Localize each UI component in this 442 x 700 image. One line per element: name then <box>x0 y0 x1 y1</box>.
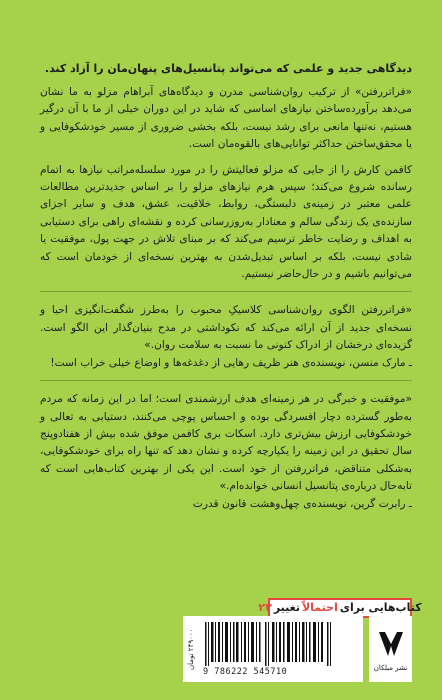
divider <box>40 291 412 292</box>
publisher-logo <box>369 616 412 682</box>
barcode-bars-icon <box>205 622 335 666</box>
series-suffix: تغییر <box>273 601 300 614</box>
intro-paragraph: «فراتررفتن» از ترکیب روان‌شناسی مدرن و دیدگاه‌های آبراهام مزلو به ما نشان می‌دهد برآورده‌ساختن نیازهای اساسی که شاید در این دوران خیلی از ما با آن درگیر هستیم، نه‌تنها مانعی برای رشد نیست، بلکه بخشی ضروری از مسیر خودشکوفایی و یا محقق‌ساختن حداکثر توانایی‌های بالقوه‌مان است. <box>40 86 412 151</box>
price-label: ۲۴۹۰۰۰ تومان <box>187 628 195 670</box>
series-number: ۲۳ <box>258 601 272 614</box>
barcode-digits: 9 786222 545710 <box>203 667 288 677</box>
series-prefix: کتاب‌هایی برای <box>339 601 422 614</box>
publisher-name: نشر میلکان <box>373 664 408 672</box>
body-paragraph: کافمن کارش را از جایی که مزلو فعالیتش را در مورد سلسله‌مراتب نیازها به اتمام رسانده شروع می‌کند؛ سپس هرم نیازهای مزلو را بر اساس جدیدترین مطالعات علمی معتبر در زمینه‌ی دلبستگی، روابط، خلاقیت، عشق، هدف و سایر اجزای سازنده‌ی یک زندگی سالم و معنادار به‌روزرسانی کرده و نقشه‌ای راهی برای دستیابی به اهداف و رضایت خاطر ترسیم می‌کند که بر مبنای تلاش در جهت پول، موفقیت یا شادی نیست، بلکه بر اساس تبدیل‌شدن به بهترین نسخه‌ای از خودمان است که می‌توانیم باشیم و در حال‌حاضر نیستیم. <box>40 163 412 281</box>
publisher-logo-icon <box>376 626 406 662</box>
cover-text <box>40 60 412 513</box>
headline: دیدگاهی جدید و علمی که می‌تواند پتانسیل‌های پنهان‌مان را آزاد کند. <box>44 62 412 75</box>
barcode <box>183 616 363 682</box>
series-accent: احتمالاً <box>301 601 338 614</box>
quote-greene: «موفقیت و خبرگی در هر زمینه‌ای هدف ارزشمندی است؛ اما در این زمانه که مردم به‌طور گسترده دچار افسردگی بوده و احساس پوچی می‌کنند، دستیابی به تعالی و خودشکوفایی ارزش بیش‌تری دارد. اسکات بری کافمن موفق شده بیش از هفتادوپنج سال تحقیق در این زمینه را یکپارچه کرده و نشان دهد که تنها راه برای خودشکوفایی، به‌شکلی متناقض، فراتررفتن از خود است. این یکی از بهترین کتاب‌هایی است که تابه‌حال درباره‌ی پتانسیل انسانی خوانده‌ام.» <box>40 393 412 493</box>
divider <box>40 380 412 381</box>
quote-manson: «فراتررفتن الگوی روان‌شناسی کلاسیکِ محبوب را به‌طرز شگفت‌انگیزی احیا و نسخه‌ای جدید از آن ارائه می‌کند که نکوداشتی در مدح بنیان‌گذار این الگو است. گزیده‌ای درخشان از ادراک کنونی ما نسبت به سلامت روان.» <box>40 304 412 352</box>
quote-greene-author: ـ رابرت گرین، نویسنده‌ی چهل‌وهشت قانون قدرت <box>192 497 412 510</box>
quote-manson-author: ـ مارک منسن، نویسنده‌ی هنر ظریف رهایی از دغدغه‌ها و اوضاع خیلی خراب است! <box>50 356 412 369</box>
series-badge <box>258 598 422 618</box>
